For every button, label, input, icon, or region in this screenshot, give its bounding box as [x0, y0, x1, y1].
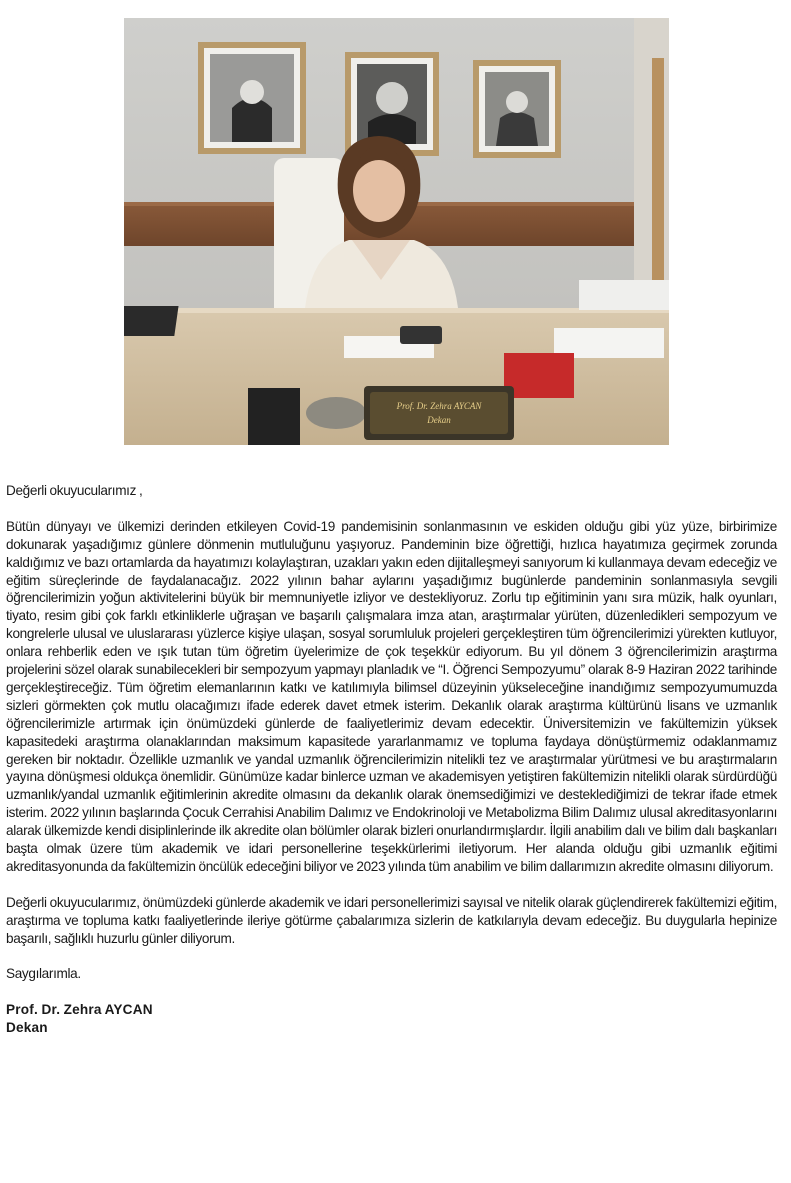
- dean-letter: [6, 482, 777, 1037]
- letter-greeting: Değerli okuyucularımız ,: [6, 483, 143, 498]
- signature-block: [6, 1001, 777, 1037]
- signature-name: Prof. Dr. Zehra AYCAN: [6, 1002, 153, 1018]
- portrait-frame-left: [198, 42, 306, 154]
- nameplate-line1: Prof. Dr. Zehra AYCAN: [396, 401, 482, 411]
- letter-paragraph-2: Değerli okuyucularımız, önümüzdeki günlerde akademik ve idari personellerimizi sayısal ve nitelik olarak güçlendirerek fakültemizi eğitim, araştırma ve topluma katkı faaliyetlerinde ileriye götürme çabalarımıza sizlerin de katkılarıyla devam edeceğiz. Bu duygularla hepinize başarılı, sağlıklı huzurlu günler diliyorum.: [6, 894, 777, 946]
- office-scene-illustration: [124, 18, 669, 445]
- signature-title: Dekan: [6, 1020, 48, 1036]
- letter-paragraph-1: Bütün dünyayı ve ülkemizi derinden etkileyen Covid-19 pandemisinin sonlanmasının ve eskiden olduğu gibi yüz yüze, birbirimize dokunarak yaşadığımız günlere dönmenin mutluluğunu yaşıyoruz. Pandeminin bize öğrettiği, hızlıca hayatımıza geçirmek zorunda kaldığımız ve bazı ortamlarda da hayatımızı kolaylaştıran, uzakları yakın eden dijitalleşmeyi sanıyorum ki kullanmaya devam edeceğiz ve eğitim süreçlerinde de faydalanacağız. 2022 yılının bahar aylarını yaşadığımız bugünlerde pandeminin sonlanmasıyla sevgili öğrencilerimizin yoğun aktivitelerini büyük bir memnuniyetle izliyor ve destekliyoruz. Zorlu tıp eğitiminin yanı sıra müzik, halk oyunları, tiyato, resim gibi çok farklı etkinliklerle uğraşan ve başarılı çalışmalara imza atan, araştırmalar yürüten, düzenledikleri sempozyum ve kongrelerle ulusal ve uluslararası yüzlerce kişiye ulaşan, sosyal sorumluluk projeleri gerçekleştiren tüm öğrencilerimizi yürekten kutluyor, onlara rehberlik eden ve ışık tutan tüm öğretim üyelerimize de çok teşekkür ediyorum. Bu yıl dönem 3 öğrencilerimizin araştırma projelerini sözel olarak sunabilecekleri bir sempozyum yapmayı planladık ve “I. Öğrenci Sempozyumu” olarak 8-9 Haziran 2022 tarihinde gerçekleştireceğiz. Tüm öğretim elemanlarının katkı ve katılımıyla bilimsel düzeyinin yükseleceğine inandığımız sempozyumumuzda sizleri görmekten çok mutlu olacağımızı ifade ederek davet etmek isterim. Dekanlık olarak araştırma kültürünü lisans ve uzmanlık öğrencilerimizle artırmak için önümüzdeki günlerde de faaliyetlerimiz devam edecektir. Üniversitemizin ve fakültemizin yüksek kapasitedeki araştırma olanaklarından maksimum kapasitede yararlanmamız ve topluma faydaya dönüştürmemiz odaklanmamız gereken bir noktadır. Özellikle uzmanlık ve yandal uzmanlık öğrencilerimizin nitelikli tez ve araştırmalar yürütmesi ve bu araştırmaların yayına dönüşmesi oldukça önemlidir. Günümüze kadar binlerce uzman ve akademisyen yetiştiren fakültemizin nitelikli olarak sürdürdüğü uzmanlık/yandal uzmanlık eğitimlerinin akredite olmasını da dekanlık olarak önemsediğimizi ve desteklediğimizi de tekrar ifade etmek isterim. 2022 yılının başlarında Çocuk Cerrahisi Anabilim Dalımız ve Endokrinoloji ve Metabolizma Bilim Dalımız ulusal akreditasyonlarını alarak ülkemizde kendi disiplinlerinde ilk akredite olan bölümler olarak bizleri onurlandırmışlardır. İlgili anabilim dalı ve bilim dalı başkanları başta olmak üzere tüm akademik ve idari personellerine teşekkürlerimi iletiyorum. Her alanda olduğu gibi uzmanlık eğitimi akreditasyonunda da fakültemizin öncülük edeceğini biliyor ve 2023 yılında tüm anabilim ve bilim dallarımızın akredite olmasını diliyorum.: [6, 518, 777, 875]
- letter-closing: Saygılarımla.: [6, 966, 81, 982]
- portrait-frame-right: [473, 60, 561, 158]
- dean-photo: [124, 18, 669, 445]
- desk-nameplate: [364, 386, 514, 440]
- nameplate-line2: Dekan: [427, 415, 451, 425]
